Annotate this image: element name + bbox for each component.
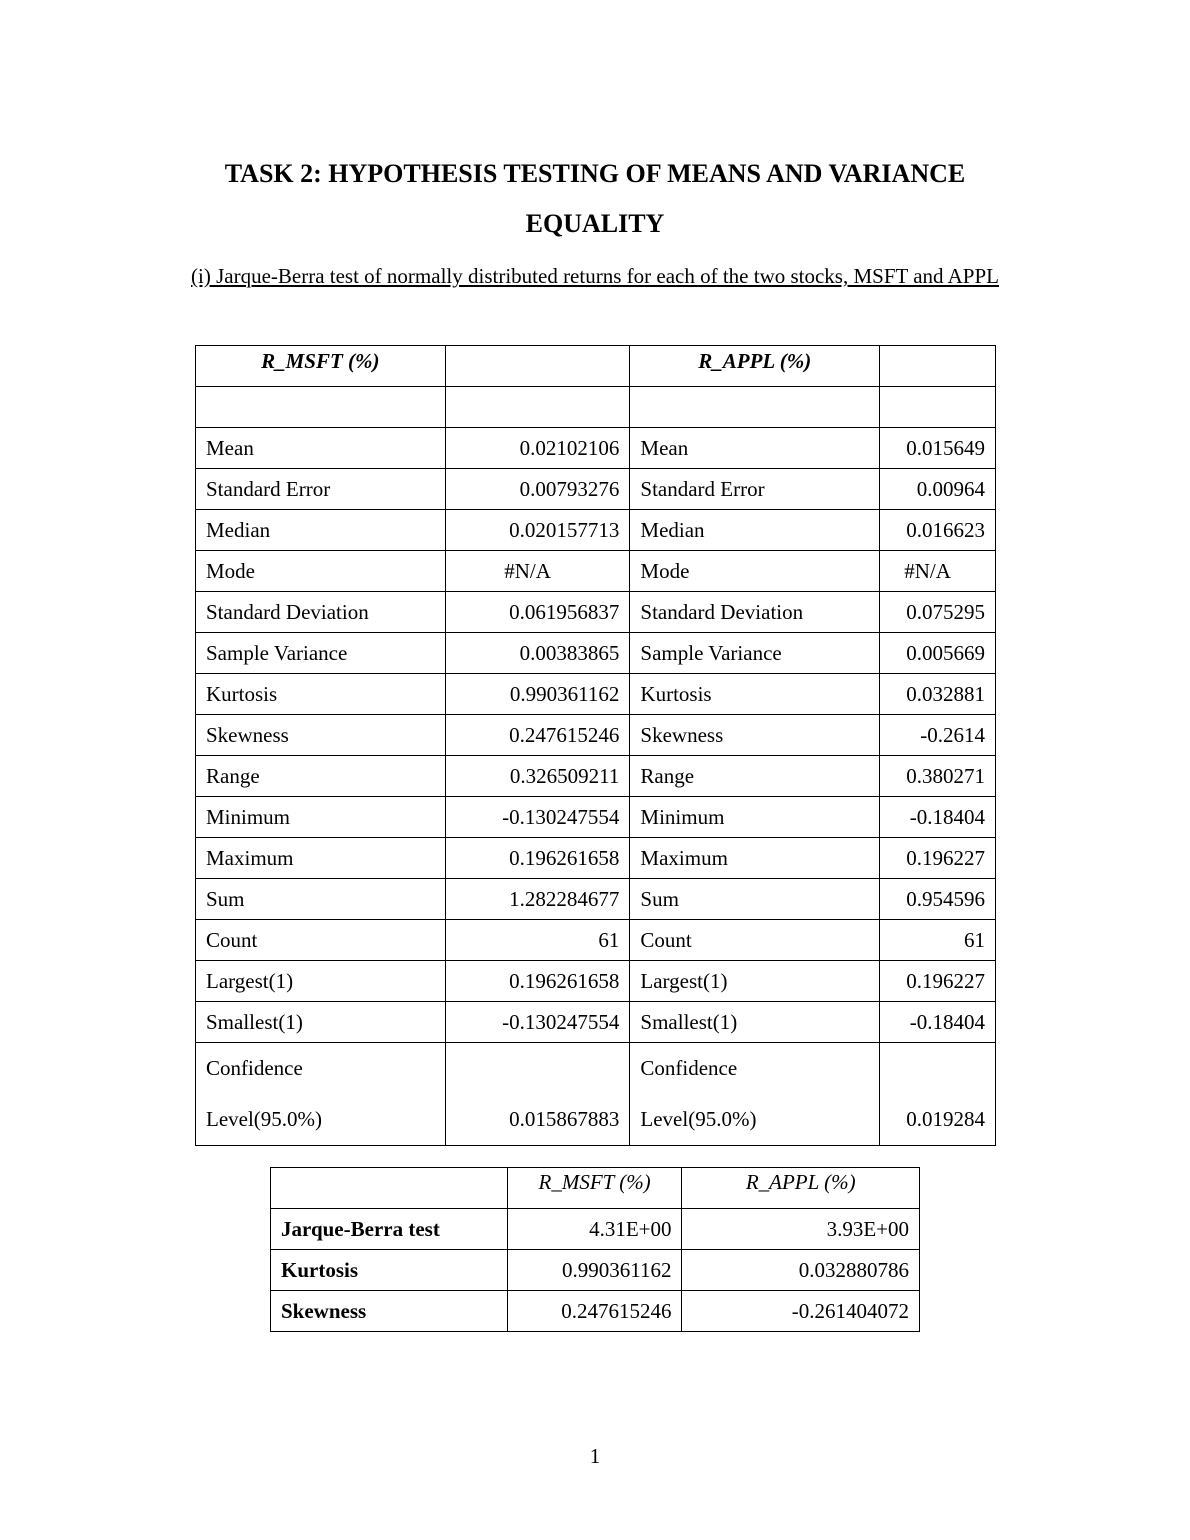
stat-value-appl: -0.18404: [880, 797, 996, 838]
blank-cell: [880, 387, 996, 428]
stat-label-appl: Sum: [630, 879, 880, 920]
stat-value-msft: 0.061956837: [445, 592, 630, 633]
stat-value-msft: 0.020157713: [445, 510, 630, 551]
jb-value-appl: 3.93E+00: [682, 1209, 920, 1250]
stat-label-appl: Kurtosis: [630, 674, 880, 715]
table-row: [271, 1291, 920, 1332]
stat-value-appl: 0.005669: [880, 633, 996, 674]
stat-label-msft: Standard Error: [196, 469, 446, 510]
stat-label-msft: Largest(1): [196, 961, 446, 1002]
table-row: [196, 756, 996, 797]
confidence-label-appl-line1: Confidence: [640, 1056, 738, 1080]
stat-label-appl: Mode: [630, 551, 880, 592]
stat-label-appl: Count: [630, 920, 880, 961]
stat-label-appl: Skewness: [630, 715, 880, 756]
header-empty-cell: [880, 346, 996, 387]
stat-label-appl: Smallest(1): [630, 1002, 880, 1043]
stat-value-msft: 61: [445, 920, 630, 961]
stat-value-msft: 0.02102106: [445, 428, 630, 469]
table-row: [196, 715, 996, 756]
stat-value-msft: #N/A: [445, 551, 630, 592]
stat-label-msft: Sum: [196, 879, 446, 920]
header-msft: R_MSFT (%): [196, 346, 446, 387]
stat-label-msft: Mode: [196, 551, 446, 592]
stat-label-msft: Kurtosis: [196, 674, 446, 715]
document-title: [0, 149, 1190, 249]
confidence-value-appl: 0.019284: [880, 1043, 996, 1146]
stat-value-msft: 0.247615246: [445, 715, 630, 756]
confidence-label-msft: [196, 1043, 446, 1146]
table-row: [196, 674, 996, 715]
confidence-value-msft: 0.015867883: [445, 1043, 630, 1146]
table-row: [196, 592, 996, 633]
stat-value-appl: -0.18404: [880, 1002, 996, 1043]
stat-label-appl: Largest(1): [630, 961, 880, 1002]
confidence-label-appl: [630, 1043, 880, 1146]
jb-header-appl: R_APPL (%): [682, 1168, 920, 1209]
stat-value-msft: 0.326509211: [445, 756, 630, 797]
table-row: [196, 633, 996, 674]
table-header-row: [196, 346, 996, 387]
stat-value-appl: 0.075295: [880, 592, 996, 633]
stat-label-appl: Median: [630, 510, 880, 551]
jb-value-msft: 0.247615246: [507, 1291, 682, 1332]
stat-label-msft: Minimum: [196, 797, 446, 838]
stat-value-appl: #N/A: [880, 551, 996, 592]
stat-label-appl: Sample Variance: [630, 633, 880, 674]
jb-row-label: Kurtosis: [271, 1250, 508, 1291]
stat-value-appl: 0.196227: [880, 838, 996, 879]
stat-label-msft: Standard Deviation: [196, 592, 446, 633]
stat-label-appl: Standard Error: [630, 469, 880, 510]
table-row: [196, 879, 996, 920]
table-row: [196, 469, 996, 510]
stat-value-msft: 0.990361162: [445, 674, 630, 715]
table-row: [196, 838, 996, 879]
table-row: [196, 510, 996, 551]
stat-label-msft: Skewness: [196, 715, 446, 756]
jb-row-label: Skewness: [271, 1291, 508, 1332]
stat-label-appl: Standard Deviation: [630, 592, 880, 633]
confidence-label-msft-line1: Confidence: [206, 1056, 303, 1080]
stat-label-msft: Count: [196, 920, 446, 961]
confidence-label-msft-line2: Level(95.0%): [206, 1107, 323, 1131]
document-title-line1: TASK 2: HYPOTHESIS TESTING OF MEANS AND VARIANCE: [224, 159, 966, 188]
document-title-line2: EQUALITY: [525, 209, 665, 238]
stat-value-appl: 0.196227: [880, 961, 996, 1002]
stat-label-msft: Smallest(1): [196, 1002, 446, 1043]
confidence-label-appl-line2: Level(95.0%): [640, 1107, 757, 1131]
table-row: [196, 428, 996, 469]
table-row: [271, 1209, 920, 1250]
stat-value-msft: 0.00793276: [445, 469, 630, 510]
stat-value-appl: 0.954596: [880, 879, 996, 920]
table-row: [271, 1250, 920, 1291]
stat-value-appl: 0.380271: [880, 756, 996, 797]
blank-cell: [630, 387, 880, 428]
stat-value-appl: 0.00964: [880, 469, 996, 510]
jb-value-appl: -0.261404072: [682, 1291, 920, 1332]
stat-value-msft: 0.196261658: [445, 961, 630, 1002]
stat-label-msft: Sample Variance: [196, 633, 446, 674]
page-number: 1: [589, 1444, 601, 1468]
jb-header-empty: [271, 1168, 508, 1209]
jb-value-msft: 0.990361162: [507, 1250, 682, 1291]
table-row: [196, 797, 996, 838]
blank-cell: [196, 387, 446, 428]
blank-cell: [445, 387, 630, 428]
header-appl: R_APPL (%): [630, 346, 880, 387]
stat-value-msft: 0.00383865: [445, 633, 630, 674]
jb-header-row: [271, 1168, 920, 1209]
stat-label-appl: Minimum: [630, 797, 880, 838]
stat-value-msft: -0.130247554: [445, 797, 630, 838]
jb-header-msft: R_MSFT (%): [507, 1168, 682, 1209]
stat-label-msft: Mean: [196, 428, 446, 469]
stat-value-appl: 0.016623: [880, 510, 996, 551]
jarque-berra-table: [270, 1167, 920, 1332]
stat-value-appl: 0.032881: [880, 674, 996, 715]
table-row: [196, 920, 996, 961]
stat-value-appl: 61: [880, 920, 996, 961]
table-blank-row: [196, 387, 996, 428]
table-row-confidence: [196, 1043, 996, 1146]
section-subtitle: (i) Jarque-Berra test of normally distributed returns for each of the two stocks, MSFT and APPL: [191, 264, 999, 288]
table-row: [196, 961, 996, 1002]
stat-value-appl: -0.2614: [880, 715, 996, 756]
header-empty-cell: [445, 346, 630, 387]
stat-label-msft: Median: [196, 510, 446, 551]
jb-value-msft: 4.31E+00: [507, 1209, 682, 1250]
stat-label-appl: Mean: [630, 428, 880, 469]
stat-value-appl: 0.015649: [880, 428, 996, 469]
stat-value-msft: 1.282284677: [445, 879, 630, 920]
jb-value-appl: 0.032880786: [682, 1250, 920, 1291]
stat-label-msft: Maximum: [196, 838, 446, 879]
stat-label-appl: Maximum: [630, 838, 880, 879]
stat-label-msft: Range: [196, 756, 446, 797]
descriptive-statistics-table: [195, 345, 996, 1146]
table-row: [196, 1002, 996, 1043]
table-row: [196, 551, 996, 592]
stat-label-appl: Range: [630, 756, 880, 797]
jb-row-label: Jarque-Berra test: [271, 1209, 508, 1250]
stat-value-msft: 0.196261658: [445, 838, 630, 879]
stat-value-msft: -0.130247554: [445, 1002, 630, 1043]
